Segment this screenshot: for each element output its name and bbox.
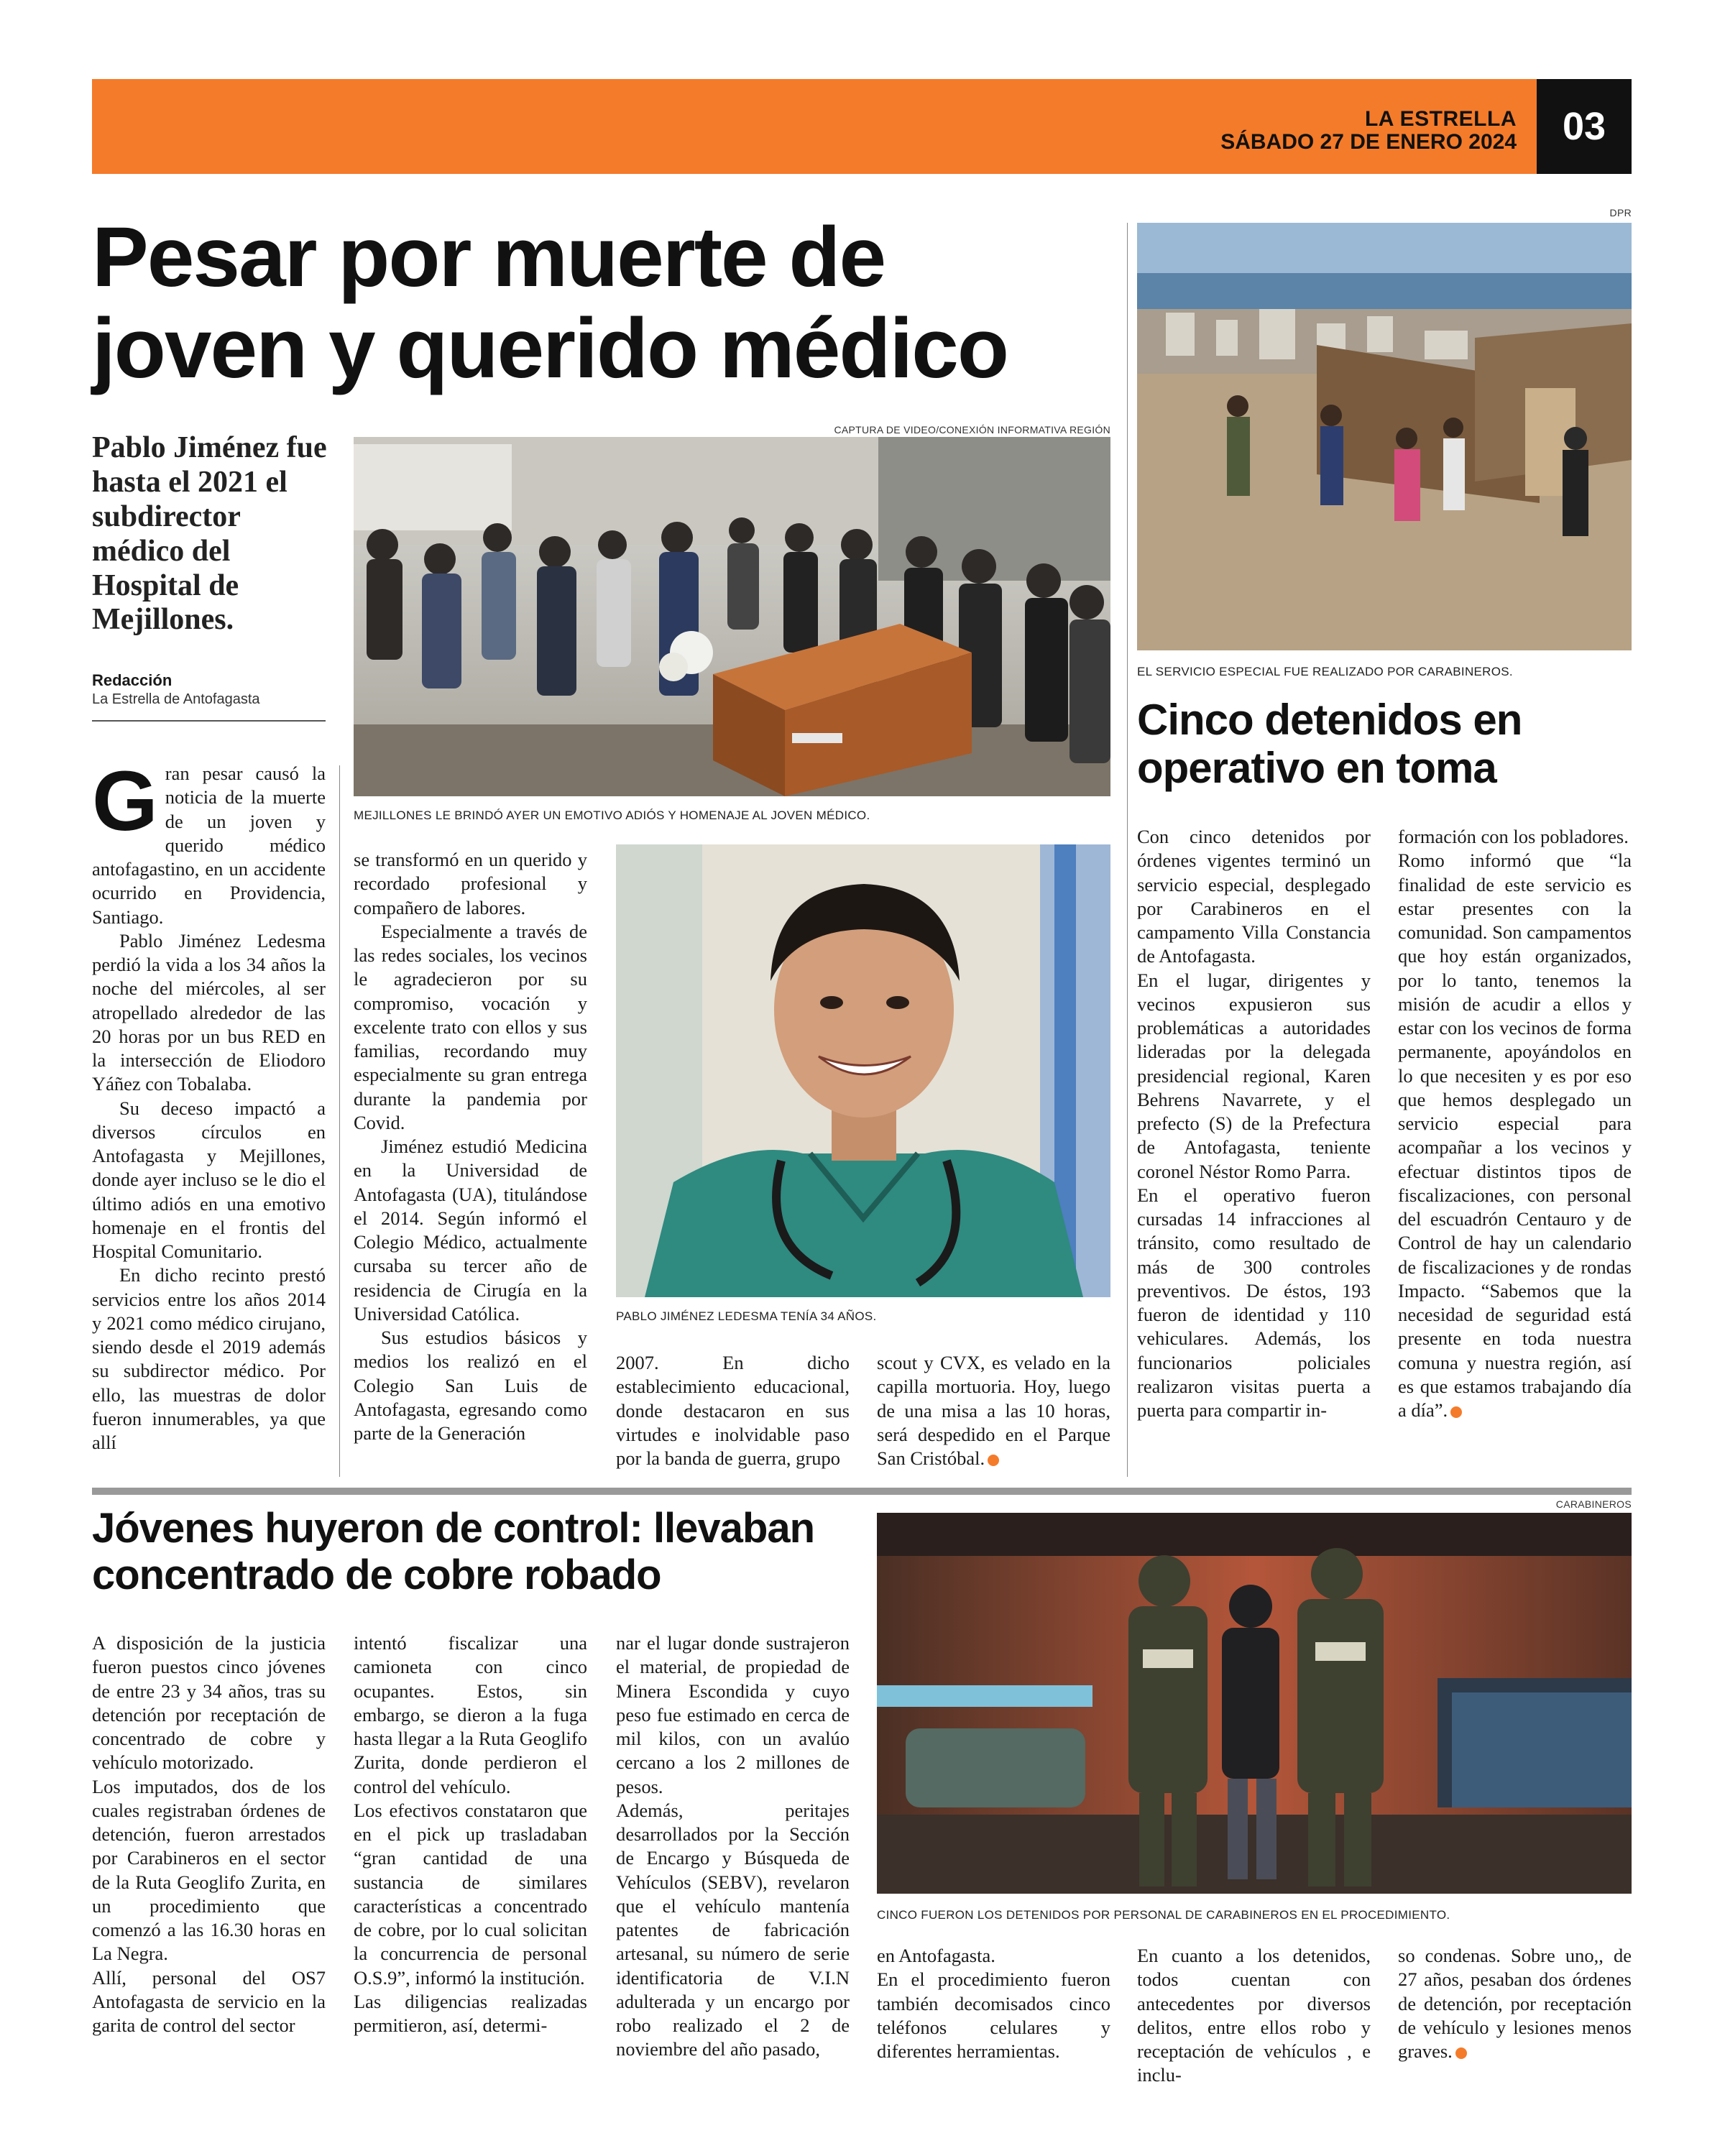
side-headline-line2: operativo en toma <box>1137 744 1496 793</box>
section-rule <box>92 1488 1632 1495</box>
end-mark-icon <box>988 1455 999 1466</box>
main-headline-line2: joven y querido médico <box>92 301 1008 397</box>
side-photo-credit: DPR <box>1609 207 1632 218</box>
drop-cap: G <box>92 754 158 849</box>
side-p3: En el operativo fueron cursadas 14 infracciones al tránsito, como resultado de más de 300 controles preventivos. De éstos, 193 fueron de identidad y 110 vehiculares. Además, los funcionarios policiales realizaron visitas puerta a puerta para compartir in- <box>1137 1184 1371 1421</box>
section-divider <box>1127 223 1128 1477</box>
side-p5: Romo informó que “la finalidad de este servicio es estar presentes con la comunidad. Son campamentos que hoy están organizados, por lo tanto, tenemos la misión de acudir a ellos y estar con los vecinos de forma permanente, apoyándolos en lo que necesiten y es por eso que hemos desplegado un servicio especial para acompañar a los vecinos y efectuar distintos tipos de fiscalizaciones, con personal del escuadrón Centauro y de Control de hay un calendario de fiscalizaciones y de rondas Impacto. “Sabemos que la necesidad de seguridad está presente en toda nuestra comuna y nuestra región, así es que estamos trabajando día a día”. <box>1398 849 1632 1421</box>
arrest-photo <box>877 1513 1632 1894</box>
bottom-p1: A disposición de la justicia fueron puestos cinco jóvenes de entre 23 y 34 años, tras su detención por receptación de concentrado de cobre y vehículo motorizado. <box>92 1632 326 1774</box>
main-p2: Pablo Jiménez Ledesma perdió la vida a los 34 años la noche del miércoles, al ser atropellado alrededor de las 20 horas por un bus RED en la intersección de Eliodoro Yáñez con Tobalaba. <box>92 929 326 1095</box>
bottom-story-col2 <box>354 1631 587 2037</box>
bottom-p4: intentó fiscalizar una camioneta con cinco ocupantes. Estos, sin embargo, se dieron a la fuga hasta llegar a la Ruta Geoglifo Zurita, donde perdieron el control del vehículo. <box>354 1632 587 1797</box>
bottom-story-col3 <box>616 1631 850 2062</box>
photo1-caption: MEJILLONES LE BRINDÓ AYER UN EMOTIVO ADIÓS Y HOMENAJE AL JOVEN MÉDICO. <box>354 808 870 822</box>
main-p9: 2007. En dicho establecimiento educacional, donde destacaron en sus virtudes e inolvidable paso por la banda de guerra, grupo <box>616 1352 850 1469</box>
bottom-p11: En cuanto a los detenidos, todos cuentan con antecedentes por diversos delitos, entre ellos robo y receptación de vehículos , e inclu- <box>1137 1945 1371 2086</box>
main-p8: Sus estudios básicos y medios los realizó en el Colegio San Luis de Antofagasta, egresando como parte de la Generación <box>354 1327 587 1444</box>
main-p5: se transformó en un querido y recordado profesional y compañero de labores. <box>354 849 587 918</box>
funeral-photo-image <box>354 437 1110 796</box>
byline-name: Redacción <box>92 671 172 689</box>
main-p6: Especialmente a través de las redes sociales, los vecinos le agradecieron por su compromiso, vocación y excelente trato con ellos y sus familias, recordando muy especialmente su gran entrega durante la pandemia por Covid. <box>354 920 587 1133</box>
main-story-col3 <box>616 1351 850 1470</box>
bottom-p7: nar el lugar donde sustrajeron el material, de propiedad de Minera Escondida y cuyo peso fue estimado en cerca de mil kilos, con un avalúo cercano a los 2 millones de pesos. <box>616 1632 850 1797</box>
bottom-headline-line2: concentrado de cobre robado <box>92 1551 661 1598</box>
page-number: 03 <box>1537 79 1632 174</box>
portrait-photo <box>616 844 1110 1297</box>
bottom-p8: Además, peritajes desarrollados por la Sección de Encargo y Búsqueda de Vehículos (SEBV), revelaron que el vehículo mantenía patentes de fabricación artesanal, su número de serie identificatoria de V.I.N adulterada y un encargo por robo realizado el 2 de noviembre del año pasado, <box>616 1799 850 2060</box>
bottom-p5: Los efectivos constataron que en el pick up trasladaban “gran cantidad de una sustancia de similares características a concentrado de cobre, por lo cual solicitan la concurrencia de personal O.S.9”, informó la institución. <box>354 1799 587 1989</box>
side-p4: formación con los pobladores. <box>1398 826 1629 847</box>
side-p1: Con cinco detenidos por órdenes vigentes terminó un servicio especial, desplegado por Carabineros en el campamento Villa Constancia de Antofagasta. <box>1137 826 1371 967</box>
bottom-p3: Allí, personal del OS7 Antofagasta de servicio en la garita de control del sector <box>92 1966 326 2036</box>
camp-photo <box>1137 223 1632 650</box>
photo2-caption: PABLO JIMÉNEZ LEDESMA TENÍA 34 AÑOS. <box>616 1309 877 1323</box>
main-story-col1 <box>92 754 326 1455</box>
main-p7: Jiménez estudió Medicina en la Universidad de Antofagasta (UA), titulándose el 2014. Según informó el Colegio Médico, actualmente cursaba su tercer año de residencia de Cirugía en la Universidad Católica. <box>354 1135 587 1325</box>
bottom-p2: Los imputados, dos de los cuales registraban órdenes de detención, fueron arrestados por Carabineros en el sector de la Ruta Geoglifo Zurita, en un procedimiento que comenzó a las 16.30 horas en La Negra. <box>92 1775 326 1965</box>
bottom-photo-caption: CINCO FUERON LOS DETENIDOS POR PERSONAL DE CARABINEROS EN EL PROCEDIMIENTO. <box>877 1908 1450 1922</box>
bottom-p12: so condenas. Sobre uno,, de 27 años, pesaban dos órdenes de detención, por receptación de vehículo y lesiones menos graves. <box>1398 1945 1632 2062</box>
bottom-p10: En el procedimiento fueron también decomisados cinco teléfonos celulares y diferentes herramientas. <box>877 1968 1110 2062</box>
main-deck: Pablo Jiménez fue hasta el 2021 el subdirector médico del Hospital de Mejillones. <box>92 431 327 637</box>
camp-photo-image <box>1137 223 1632 650</box>
main-p3: Su deceso impactó a diversos círculos en Antofagasta y Mejillones, donde ayer incluso se le dio el último adiós en una emotivo homenaje en el frontis del Hospital Comunitario. <box>92 1097 326 1262</box>
end-mark-icon <box>1455 2047 1467 2059</box>
side-p2: En el lugar, dirigentes y vecinos expusieron sus problemáticas a autoridades lideradas por la delegada presidencial regional, Karen Behrens Navarrete, y el prefecto (S) de la Prefectura de Antofagasta, teniente coronel Néstor Romo Parra. <box>1137 969 1371 1182</box>
bottom-headline-line1: Jóvenes huyeron de control: llevaban <box>92 1505 815 1552</box>
side-photo-caption: EL SERVICIO ESPECIAL FUE REALIZADO POR CARABINEROS. <box>1137 665 1513 678</box>
bottom-story-col5 <box>1137 1944 1371 2088</box>
bottom-headline <box>92 1506 868 1599</box>
bottom-story-col4 <box>877 1944 1110 2063</box>
byline-rule <box>92 720 326 722</box>
masthead <box>1220 108 1517 153</box>
end-mark-icon <box>1450 1406 1462 1418</box>
photo1-credit: CAPTURA DE VIDEO/CONEXIÓN INFORMATIVA REGIÓN <box>834 424 1110 436</box>
byline-org: La Estrella de Antofagasta <box>92 691 260 707</box>
main-p10: scout y CVX, es velado en la capilla mortuoria. Hoy, luego de una misa a las 10 horas, será despedido en el Parque San Cristóbal. <box>877 1352 1110 1469</box>
portrait-photo-image <box>616 844 1110 1297</box>
bottom-story-col1 <box>92 1631 326 2037</box>
side-story-col1 <box>1137 825 1371 1422</box>
main-p4: En dicho recinto prestó servicios entre los años 2014 y 2021 como médico cirujano, siendo desde el 2019 además su subdirector médico. Por ello, las muestras de dolor fueron innumerables, ya que allí <box>92 1264 326 1453</box>
funeral-photo <box>354 437 1110 796</box>
main-story-col2 <box>354 848 587 1445</box>
main-headline-line1: Pesar por muerte de <box>92 210 886 305</box>
main-headline <box>92 212 1098 395</box>
bottom-p9: en Antofagasta. <box>877 1945 995 1966</box>
bottom-story-col6 <box>1398 1944 1632 2063</box>
issue-date: SÁBADO 27 DE ENERO 2024 <box>1220 129 1517 154</box>
side-story-col2 <box>1398 825 1632 1422</box>
bottom-photo-credit: CARABINEROS <box>1555 1498 1632 1510</box>
main-story-col4 <box>877 1351 1110 1470</box>
arrest-photo-image <box>877 1513 1632 1894</box>
column-rule <box>339 765 340 1477</box>
publication-name: LA ESTRELLA <box>1364 107 1517 131</box>
bottom-p6: Las diligencias realizadas permitieron, así, determi- <box>354 1990 587 2036</box>
side-headline <box>1137 696 1640 792</box>
main-p1: ran pesar causó la noticia de la muerte de un joven y querido médico antofagastino, en un accidente ocurrido en Providencia, Santiago. <box>92 763 326 928</box>
side-headline-line1: Cinco detenidos en <box>1137 696 1522 744</box>
